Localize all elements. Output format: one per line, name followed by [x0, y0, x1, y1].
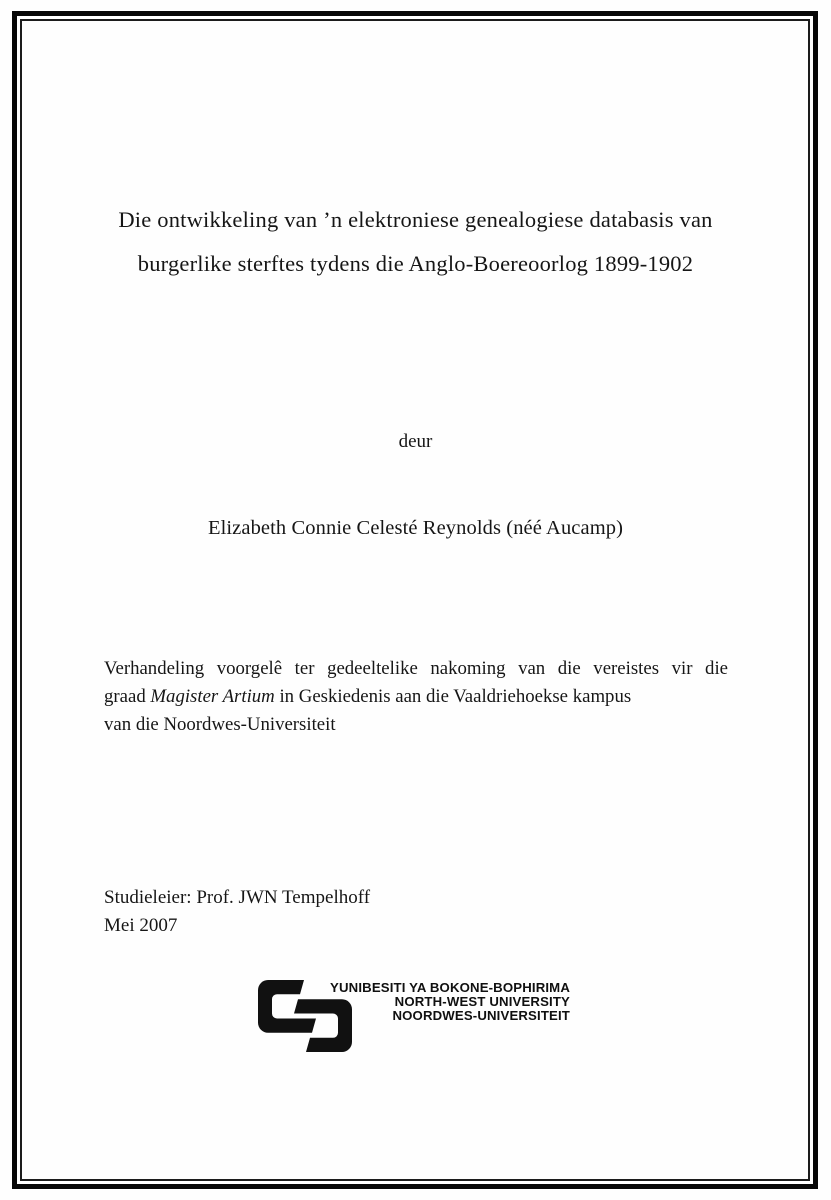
declaration-line-2-post: in Geskiedenis aan die Vaaldriehoekse kampus	[274, 686, 632, 707]
declaration-line-2	[104, 683, 728, 711]
declaration-line-3: van die Noordwes-Universiteit	[104, 714, 336, 735]
declaration-paragraph	[104, 655, 728, 739]
nwu-wordmark-line-2: NORTH-WEST UNIVERSITY	[394, 993, 570, 1009]
page-title	[70, 198, 761, 286]
author-name: Elizabeth Connie Celesté Reynolds (néé Aucamp)	[207, 517, 624, 539]
nwu-wordmark-line-3: NOORDWES-UNIVERSITEIT	[392, 1007, 570, 1023]
title-line-2: burgerlike sterftes tydens die Anglo-Boereoorlog 1899-1902	[137, 251, 694, 276]
declaration-line-2-pre: graad	[104, 686, 151, 707]
declaration-degree-name: Magister Artium	[150, 686, 275, 707]
title-line-1: Die ontwikkeling van ’n elektroniese genealogiese databasis van	[118, 207, 713, 232]
declaration-line-1: Verhandeling voorgelê ter gedeeltelike nakoming van die vereistes vir die	[104, 658, 728, 679]
supervisor-line: Studieleier: Prof. JWN Tempelhoff	[104, 887, 371, 908]
byline-label: deur	[398, 431, 433, 452]
nwu-wordmark-line-1: YUNIBESITI YA BOKONE-BOPHIRIMA	[330, 980, 570, 995]
supervisor-block	[104, 884, 370, 940]
date-line: Mei 2007	[104, 915, 178, 936]
nwu-wordmark	[330, 981, 570, 1023]
